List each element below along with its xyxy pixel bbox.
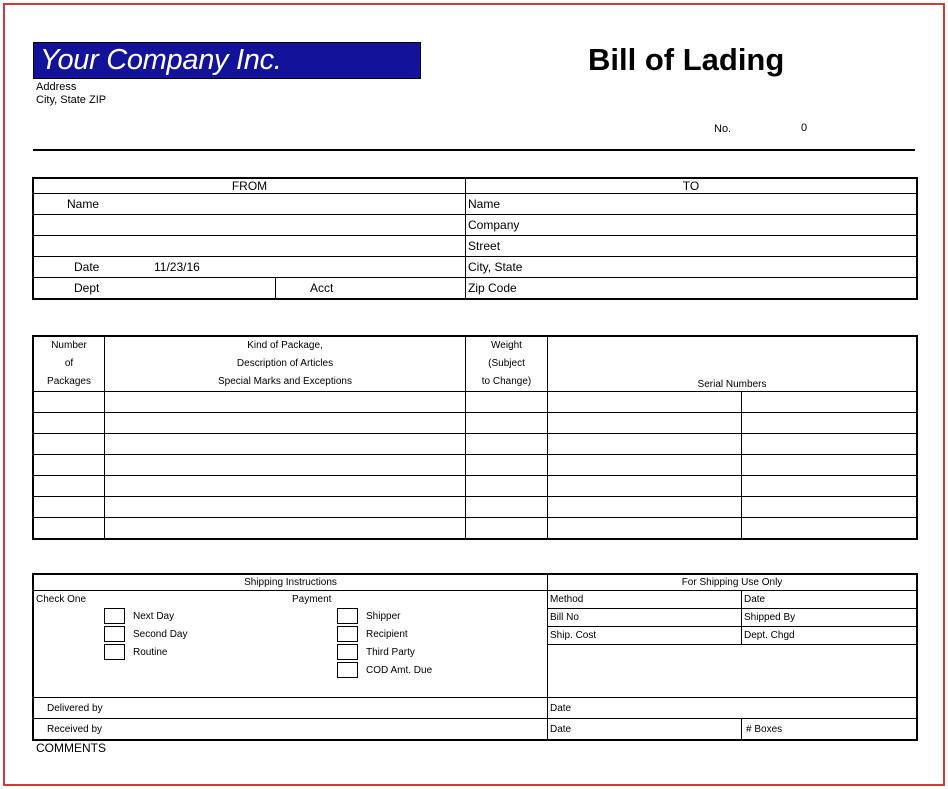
shipper-label: Shipper [366,611,401,622]
header-serial-numbers: Serial Numbers [548,337,917,392]
recipient-checkbox[interactable] [337,626,358,642]
package-cell[interactable] [34,413,105,434]
header-weight: Weight (Subject to Change) [466,337,548,392]
company-address: Address [36,81,77,93]
received-date-field[interactable]: Date [548,719,742,740]
from-to-table [33,178,917,299]
package-cell[interactable] [742,455,917,476]
package-cell[interactable] [548,518,742,539]
bill-no-field[interactable]: Bill No [548,609,742,627]
from-name-field[interactable]: Name [34,194,466,215]
package-cell[interactable] [742,497,917,518]
shipping-use-only-header: For Shipping Use Only [548,575,917,591]
package-cell[interactable] [105,434,466,455]
third-party-checkbox[interactable] [337,644,358,660]
next-day-label: Next Day [133,611,175,622]
table-row [34,413,917,434]
document-number-value: 0 [801,122,808,134]
cod-checkbox[interactable] [337,662,358,678]
package-cell[interactable] [466,392,548,413]
table-row [34,392,917,413]
header-divider [33,149,915,151]
dept-chgd-field[interactable]: Dept. Chgd [742,627,917,645]
from-blank-field-2[interactable] [34,236,466,257]
routine-label: Routine [133,647,168,658]
to-name-field[interactable]: Name [466,194,917,215]
package-cell[interactable] [34,518,105,539]
table-row [34,434,917,455]
shipping-table [33,574,917,740]
package-cell[interactable] [466,434,548,455]
shipping-notes-area[interactable] [548,645,917,698]
shipped-by-field[interactable]: Shipped By [742,609,917,627]
table-row [34,476,917,497]
comments-label: COMMENTS [36,741,106,755]
package-cell[interactable] [742,518,917,539]
package-cell[interactable] [34,476,105,497]
from-date-label: Date [74,260,100,274]
shipping-instructions-header: Shipping Instructions [34,575,548,591]
shipper-checkbox[interactable] [337,608,358,624]
package-cell[interactable] [466,455,548,476]
next-day-checkbox[interactable] [104,608,125,624]
check-one-label: Check One [36,594,87,605]
package-cell[interactable] [548,476,742,497]
package-cell[interactable] [466,497,548,518]
package-cell[interactable] [466,518,548,539]
package-cell[interactable] [466,476,548,497]
method-field[interactable]: Method [548,591,742,609]
package-cell[interactable] [466,413,548,434]
package-cell[interactable] [548,392,742,413]
received-by-field[interactable]: Received by [34,719,548,740]
boxes-field[interactable]: # Boxes [742,719,917,740]
to-city-state-field[interactable]: City, State [466,257,917,278]
table-row [34,518,917,539]
recipient-label: Recipient [366,629,408,640]
package-cell[interactable] [34,497,105,518]
package-cell[interactable] [34,392,105,413]
package-cell[interactable] [742,413,917,434]
header-kind-of-package: Kind of Package, Description of Articles Special Marks and Exceptions [105,337,466,392]
package-cell[interactable] [548,455,742,476]
from-acct-field[interactable]: Acct [276,278,466,299]
delivered-date-field[interactable]: Date [548,698,917,719]
document-title: Bill of Lading [588,42,785,77]
routine-checkbox[interactable] [104,644,125,660]
use-only-date-field[interactable]: Date [742,591,917,609]
package-cell[interactable] [105,455,466,476]
package-cell[interactable] [742,476,917,497]
delivered-by-field[interactable]: Delivered by [34,698,548,719]
from-header: FROM [34,179,466,194]
ship-cost-field[interactable]: Ship. Cost [548,627,742,645]
from-date-field[interactable] [34,257,466,278]
shipping-instructions-panel [34,591,548,698]
document-number-label: No. [714,123,732,135]
package-cell[interactable] [105,497,466,518]
package-cell[interactable] [105,476,466,497]
package-cell[interactable] [742,434,917,455]
header-number-of-packages: Number of Packages [34,337,105,392]
package-cell[interactable] [742,392,917,413]
table-row [34,497,917,518]
package-cell[interactable] [548,413,742,434]
package-cell[interactable] [105,413,466,434]
package-cell[interactable] [548,497,742,518]
to-zip-field[interactable]: Zip Code [466,278,917,299]
second-day-checkbox[interactable] [104,626,125,642]
to-header: TO [466,179,917,194]
to-company-field[interactable]: Company [466,215,917,236]
package-cell[interactable] [105,518,466,539]
package-cell[interactable] [34,434,105,455]
to-street-field[interactable]: Street [466,236,917,257]
from-blank-field[interactable] [34,215,466,236]
package-cell[interactable] [34,455,105,476]
company-city-state-zip: City, State ZIP [36,94,107,106]
from-date-value: 11/23/16 [154,260,200,274]
package-cell[interactable] [105,392,466,413]
company-name: Your Company Inc. [40,44,282,76]
payment-label: Payment [292,594,332,605]
table-row [34,455,917,476]
from-dept-field[interactable]: Dept [34,278,276,299]
package-cell[interactable] [548,434,742,455]
cod-label: COD Amt. Due [366,665,433,676]
packages-table [33,336,917,539]
second-day-label: Second Day [133,629,188,640]
third-party-label: Third Party [366,647,415,658]
